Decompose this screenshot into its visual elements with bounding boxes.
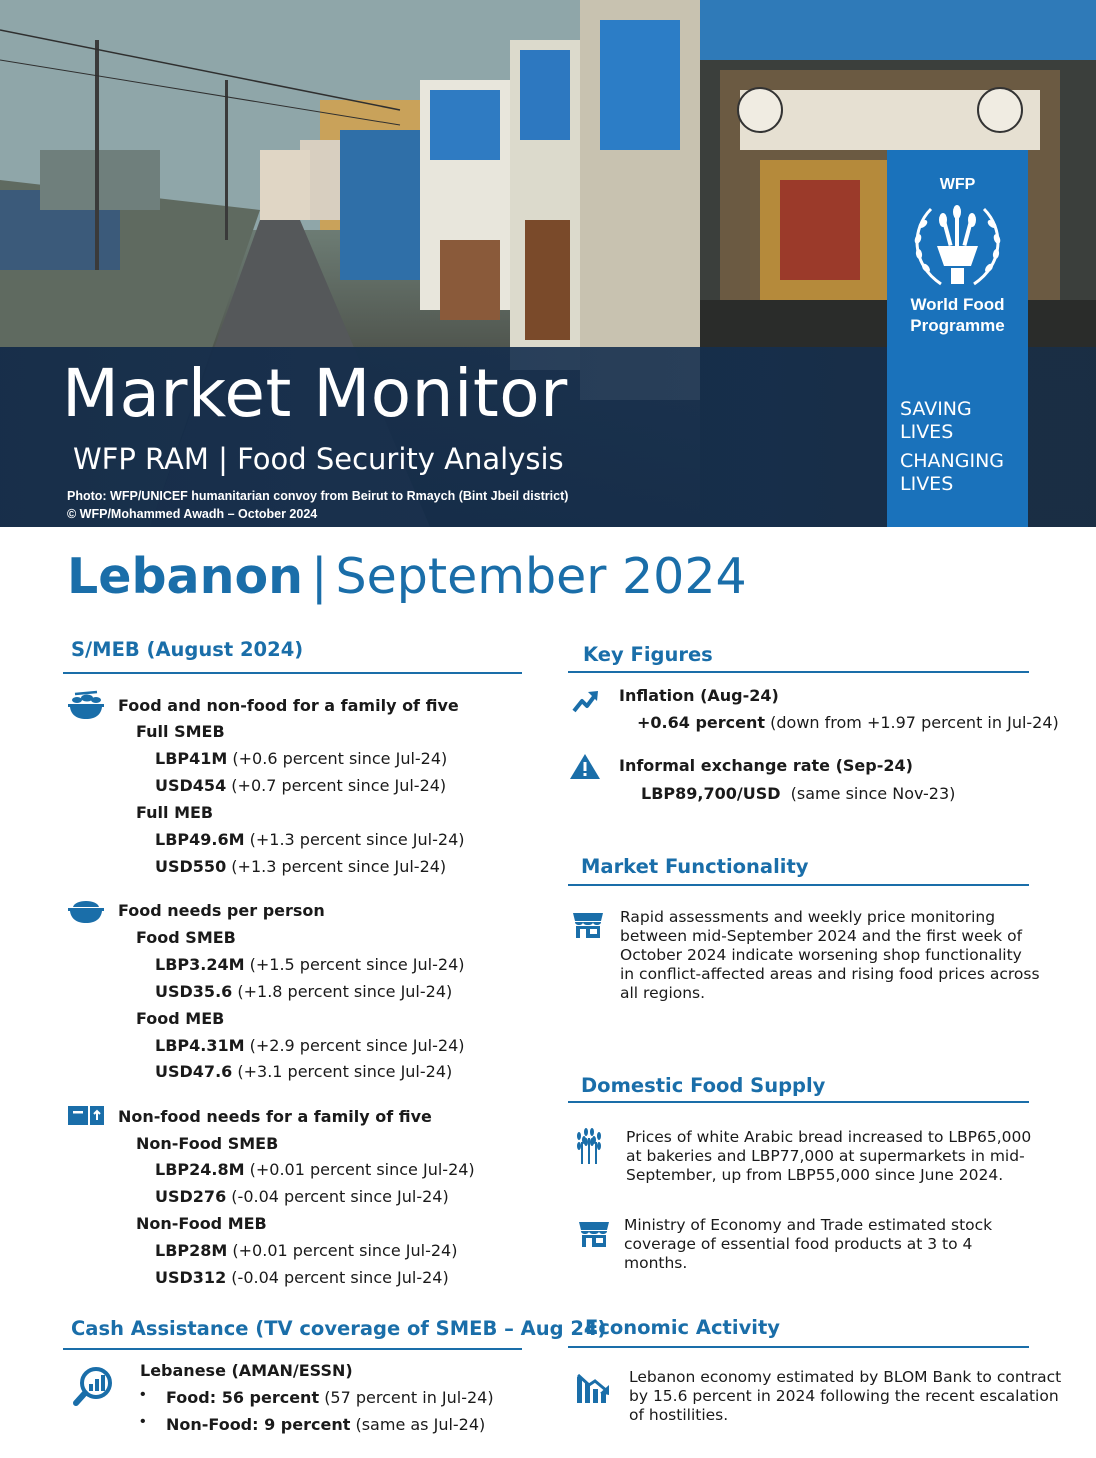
country-period-heading — [67, 548, 747, 605]
photo-credit-line: Photo: WFP/UNICEF humanitarian convoy from Beirut to Rmaych (Bint Jbeil district) — [67, 489, 569, 503]
section-divider — [568, 884, 1029, 886]
food-smeb-label: Food SMEB — [136, 928, 236, 947]
tagline-changing-lives — [900, 450, 1004, 496]
full-meb-label: Full MEB — [136, 803, 214, 822]
wfp-name-line: World Food — [910, 295, 1005, 314]
value: USD35.6 — [155, 982, 233, 1001]
tagline-saving-lives — [900, 398, 972, 444]
full-smeb-lbp — [155, 749, 447, 768]
food-basket-icon — [67, 689, 105, 721]
hero-banner — [0, 0, 1096, 527]
food-smeb-lbp — [155, 955, 464, 974]
photo-credit — [67, 487, 568, 523]
non-food-meb-lbp — [155, 1241, 457, 1260]
section-divider — [568, 671, 1029, 673]
value: Non-Food: 9 percent — [166, 1415, 351, 1434]
value: USD454 — [155, 776, 227, 795]
bread-price-text: Prices of white Arabic bread increased to LBP65,000 at bakeries and LBP77,000 at supermarkets in mid-September, up from LBP55,000 since June 2024. — [626, 1128, 1032, 1184]
value: LBP89,700/USD — [641, 784, 781, 803]
value: +0.64 percent — [637, 713, 766, 732]
food-meb-label: Food MEB — [136, 1009, 225, 1028]
food-smeb-usd — [155, 982, 452, 1001]
non-food-smeb-usd — [155, 1187, 449, 1206]
full-meb-lbp — [155, 830, 464, 849]
change: (+0.7 percent since Jul-24) — [231, 776, 447, 795]
section-divider — [568, 1101, 1029, 1103]
domestic-food-supply-section-title: Domestic Food Supply — [581, 1074, 826, 1097]
tagline-line: LIVES — [900, 421, 954, 443]
inflation-value — [637, 713, 1059, 732]
non-food-meb-label: Non-Food MEB — [136, 1214, 267, 1233]
non-food-meb-usd — [155, 1268, 449, 1287]
country-name: Lebanon — [67, 548, 304, 605]
bullet: • — [140, 1413, 146, 1430]
wheat-icon — [575, 1128, 603, 1166]
magnifier-chart-icon — [72, 1364, 116, 1408]
photo-credit-line: © WFP/Mohammed Awadh – October 2024 — [67, 507, 318, 521]
economic-activity-section-title: Economic Activity — [585, 1316, 780, 1339]
family-needs-label: Food and non-food for a family of five — [118, 696, 459, 715]
market-functionality-section-title: Market Functionality — [581, 855, 809, 878]
cash-group-label: Lebanese (AMAN/ESSN) — [140, 1361, 353, 1380]
economy-text: Lebanon economy estimated by BLOM Bank to contract by 15.6 percent in 2024 following the recent escalation of hostilities. — [629, 1368, 1062, 1424]
heading-separator: | — [311, 548, 328, 605]
value: LBP4.31M — [155, 1036, 245, 1055]
value: USD312 — [155, 1268, 227, 1287]
section-divider — [63, 1348, 522, 1350]
exchange-rate-value — [641, 784, 955, 803]
tagline-line: LIVES — [900, 473, 954, 495]
cash-food-coverage — [166, 1388, 494, 1407]
food-needs-label: Food needs per person — [118, 901, 325, 920]
value: LBP28M — [155, 1241, 228, 1260]
warning-icon — [569, 752, 601, 780]
change: (57 percent in Jul-24) — [324, 1388, 494, 1407]
wfp-acronym: WFP — [939, 176, 976, 193]
non-food-smeb-label: Non-Food SMEB — [136, 1134, 279, 1153]
cash-assistance-section-title: Cash Assistance (TV coverage of SMEB – Aug 24) — [71, 1317, 607, 1340]
wfp-name — [887, 294, 1028, 336]
change: (+0.01 percent since Jul-24) — [232, 1241, 458, 1260]
food-meb-usd — [155, 1062, 452, 1081]
page-title: Market Monitor — [62, 355, 568, 432]
stock-coverage-text: Ministry of Economy and Trade estimated stock coverage of essential food products at 3 to 4 months. — [624, 1216, 993, 1272]
value: LBP24.8M — [155, 1160, 245, 1179]
shop-icon — [572, 909, 604, 939]
wfp-emblem-icon — [901, 194, 1014, 296]
change: (-0.04 percent since Jul-24) — [231, 1268, 449, 1287]
value: LBP41M — [155, 749, 228, 768]
bullet: • — [140, 1386, 146, 1403]
food-meb-lbp — [155, 1036, 464, 1055]
full-meb-usd — [155, 857, 446, 876]
page-subtitle: WFP RAM | Food Security Analysis — [73, 442, 564, 476]
change: (down from +1.97 percent in Jul-24) — [770, 713, 1059, 732]
tagline-line: SAVING — [900, 398, 972, 420]
change: (+0.6 percent since Jul-24) — [232, 749, 448, 768]
change: (+1.3 percent since Jul-24) — [249, 830, 465, 849]
change: (+1.8 percent since Jul-24) — [237, 982, 453, 1001]
change: (+3.1 percent since Jul-24) — [237, 1062, 453, 1081]
full-smeb-usd — [155, 776, 446, 795]
tagline-line: CHANGING — [900, 450, 1005, 472]
change: (+1.3 percent since Jul-24) — [231, 857, 447, 876]
report-period: September 2024 — [335, 548, 747, 605]
economy-decline-icon — [575, 1371, 611, 1405]
change: (same since Nov-23) — [790, 784, 956, 803]
exchange-rate-label: Informal exchange rate (Sep-24) — [619, 756, 913, 775]
value: LBP3.24M — [155, 955, 245, 974]
section-divider — [568, 1346, 1029, 1348]
market-functionality-text: Rapid assessments and weekly price monitoring between mid-September 2024 and the first week of October 2024 indicate worsening shop functionality in conflict-affected areas and rising food prices across all regions. — [620, 908, 1040, 1002]
wfp-logo-panel — [887, 150, 1028, 527]
section-divider — [63, 672, 522, 674]
smeb-section-title: S/MEB (August 2024) — [71, 638, 304, 661]
change: (same as Jul-24) — [355, 1415, 486, 1434]
non-food-items-icon — [67, 1103, 105, 1127]
inflation-label: Inflation (Aug-24) — [619, 686, 779, 705]
non-food-needs-label: Non-food needs for a family of five — [118, 1107, 432, 1126]
value: USD276 — [155, 1187, 227, 1206]
key-figures-section-title: Key Figures — [583, 643, 713, 666]
non-food-smeb-lbp — [155, 1160, 475, 1179]
value: LBP49.6M — [155, 830, 245, 849]
cash-non-food-coverage — [166, 1415, 485, 1434]
shop-icon — [578, 1218, 610, 1248]
trend-up-icon — [572, 688, 600, 714]
wfp-name-line: Programme — [910, 316, 1005, 335]
change: (-0.04 percent since Jul-24) — [231, 1187, 449, 1206]
full-smeb-label: Full SMEB — [136, 722, 225, 741]
value: Food: 56 percent — [166, 1388, 320, 1407]
change: (+1.5 percent since Jul-24) — [249, 955, 465, 974]
value: USD550 — [155, 857, 227, 876]
food-bowl-icon — [67, 895, 105, 925]
value: USD47.6 — [155, 1062, 233, 1081]
change: (+2.9 percent since Jul-24) — [249, 1036, 465, 1055]
change: (+0.01 percent since Jul-24) — [249, 1160, 475, 1179]
